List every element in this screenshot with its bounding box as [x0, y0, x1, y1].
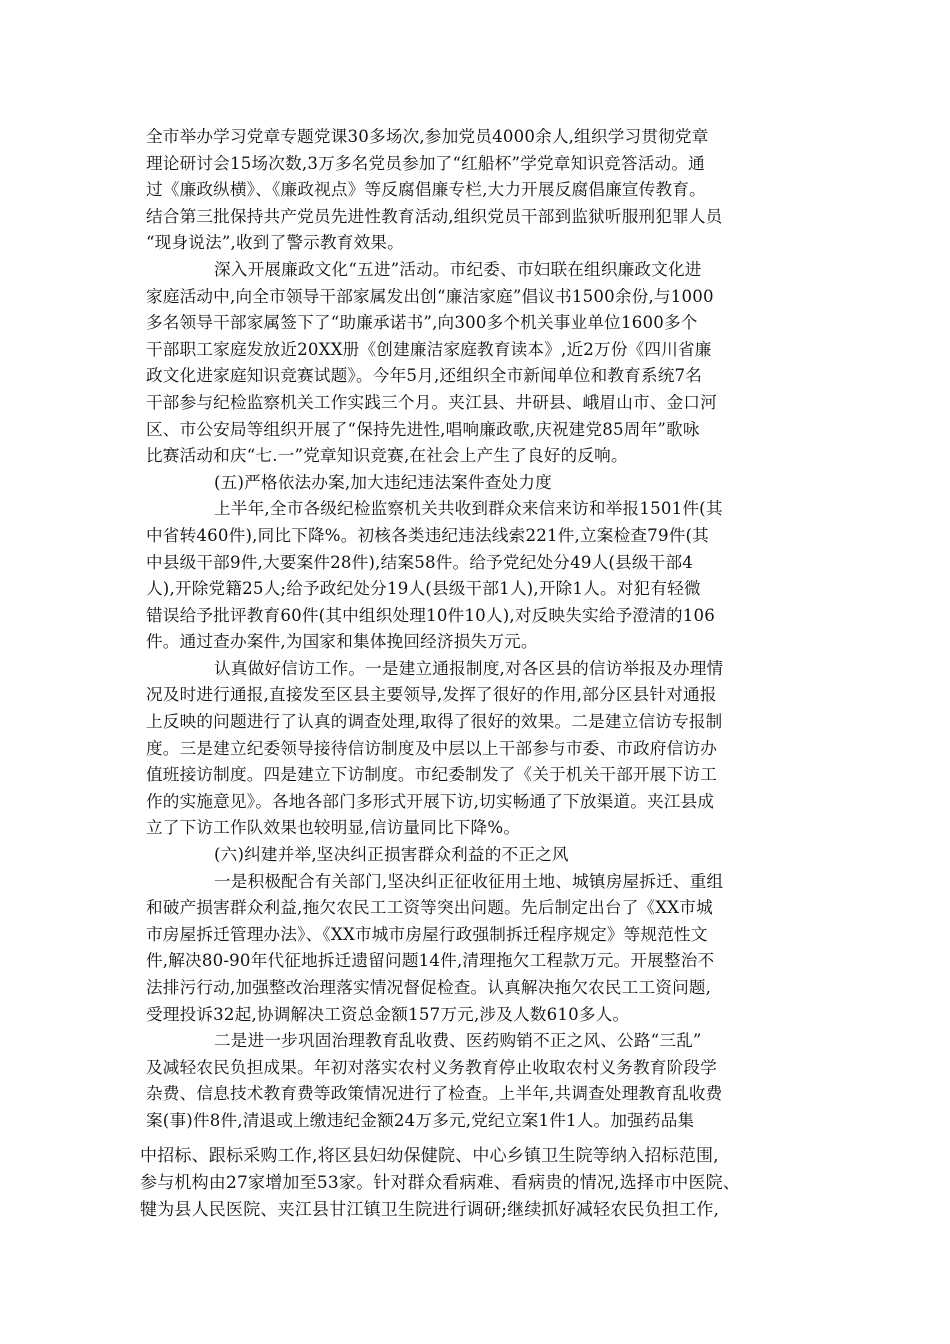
text-line: 比赛活动和庆“七.一”党章知识竞赛,在社会上产生了良好的反响。 [146, 446, 628, 466]
text-line: 法排污行动,加强整改治理落实情况督促检查。认真解决拖欠农民工工资问题, [146, 978, 712, 997]
text-line: 全市举办学习党章专题党课30多场次,参加党员4000余人,组织学习贯彻党章 [146, 127, 709, 146]
text-line: 上反映的问题进行了认真的调查处理,取得了很好的效果。二是建立信访专报制 [146, 712, 723, 732]
document-body-section-1 [146, 124, 811, 1135]
text-line: 立了下访工作队效果也较明显,信访量同比下降%。 [146, 818, 521, 838]
text-line: 家庭活动中,向全市领导干部家属发出创“廉洁家庭”倡议书1500余份,与1000 [146, 286, 714, 306]
text-line: 和破产损害群众利益,拖欠农民工工资等突出问题。先后制定出台了《XX市城 [146, 898, 713, 918]
text-line: 市房屋拆迁管理办法》、《XX市城市房屋行政强制拆迁程序规定》等规范性文 [146, 924, 708, 944]
text-line: 深入开展廉政文化“五进”活动。市纪委、市妇联在组织廉政文化进 [214, 259, 702, 279]
text-line: 过《廉政纵横》、《廉政视点》等反腐倡廉专栏,大力开展反腐倡廉宣传教育。 [146, 180, 706, 200]
text-line: 政文化进家庭知识竞赛试题》。今年5月,还组织全市新闻单位和教育系统7名 [146, 366, 703, 386]
text-line: 参与机构由27家增加至53家。针对群众看病难、看病贵的情况,选择市中医院、 [140, 1173, 741, 1193]
text-line: 干部职工家庭发放近20XX册《创建廉洁家庭教育读本》,近2万份《四川省廉 [146, 339, 712, 359]
text-line: 人),开除党籍25人;给予政纪处分19人(县级干部1人),开除1人。对犯有轻微 [146, 579, 701, 599]
text-line: 案(事)件8件,清退或上缴违纪金额24万多元,党纪立案1件1人。加强药品集 [146, 1110, 695, 1130]
text-line: “现身说法”,收到了警示教育效果。 [146, 233, 404, 253]
text-line: 结合第三批保持共产党员先进性教育活动,组织党员干部到监狱听服刑犯罪人员 [146, 206, 723, 226]
text-line: 区、市公安局等组织开展了“保持先进性,唱响廉政歌,庆祝建党85周年”歌咏 [146, 419, 700, 439]
text-line: 件,解决80-90年代征地拆迁遗留问题14件,清理拖欠工程款万元。开展整治不 [146, 951, 715, 971]
text-line: 中招标、跟标采购工作,将区县妇幼保健院、中心乡镇卫生院等纳入招标范围, [140, 1146, 719, 1166]
text-line: 二是进一步巩固治理教育乱收费、医药购销不正之风、公路“三乱” [214, 1031, 702, 1051]
text-line: 况及时进行通报,直接发至区县主要领导,发挥了很好的作用,部分区县针对通报 [146, 685, 717, 705]
text-line: 作的实施意见》。各地各部门多形式开展下访,切实畅通了下放渠道。夹江县成 [146, 791, 715, 811]
text-line: 值班接访制度。四是建立下访制度。市纪委制发了《关于机关干部开展下访工 [146, 765, 717, 785]
text-line: 犍为县人民医院、夹江县甘江镇卫生院进行调研;继续抓好减轻农民负担工作, [140, 1200, 720, 1220]
text-line: 多名领导干部家属签下了“助廉承诺书”,向300多个机关事业单位1600多个 [146, 313, 698, 333]
text-line: 及减轻农民负担成果。年初对落实农村义务教育停止收取农村义务教育阶段学 [146, 1057, 717, 1077]
text-line: 杂费、信息技术教育费等政策情况进行了检查。上半年,共调查处理教育乱收费 [146, 1084, 723, 1104]
text-line: 干部参与纪检监察机关工作实践三个月。夹江县、井研县、峨眉山市、金口河 [146, 392, 717, 412]
text-line: 度。三是建立纪委领导接待信访制度及中层以上干部参与市委、市政府信访办 [146, 738, 717, 758]
text-line: 认真做好信访工作。一是建立通报制度,对各区县的信访举报及办理情 [214, 658, 724, 678]
text-line: 中县级干部9件,大要案件28件),结案58件。给予党纪处分49人(县级干部4 [146, 552, 693, 572]
text-line: 受理投诉32起,协调解决工资总金额157万元,涉及人数610多人。 [146, 1004, 630, 1024]
text-line: (六)纠建并举,坚决纠正损害群众利益的不正之风 [214, 845, 569, 865]
text-line: 中省转460件),同比下降%。初核各类违纪违法线索221件,立案检查79件(其 [146, 525, 709, 545]
text-line: 错误给予批评教育60件(其中组织处理10件10人),对反映失实给予澄清的106 [146, 605, 716, 625]
text-line: 上半年,全市各级纪检监察机关共收到群众来信来访和举报1501件(其 [214, 499, 723, 519]
document-body-section-2 [140, 1143, 820, 1224]
text-line: 一是积极配合有关部门,坚决纠正征收征用土地、城镇房屋拆迁、重组 [214, 871, 724, 891]
text-line: (五)严格依法办案,加大违纪违法案件查处力度 [214, 472, 552, 492]
text-line: 件。通过查办案件,为国家和集体挽回经济损失万元。 [146, 632, 538, 652]
text-line: 理论研讨会15场次数,3万多名党员参加了“红船杯”学党章知识竞答活动。通 [146, 153, 705, 173]
